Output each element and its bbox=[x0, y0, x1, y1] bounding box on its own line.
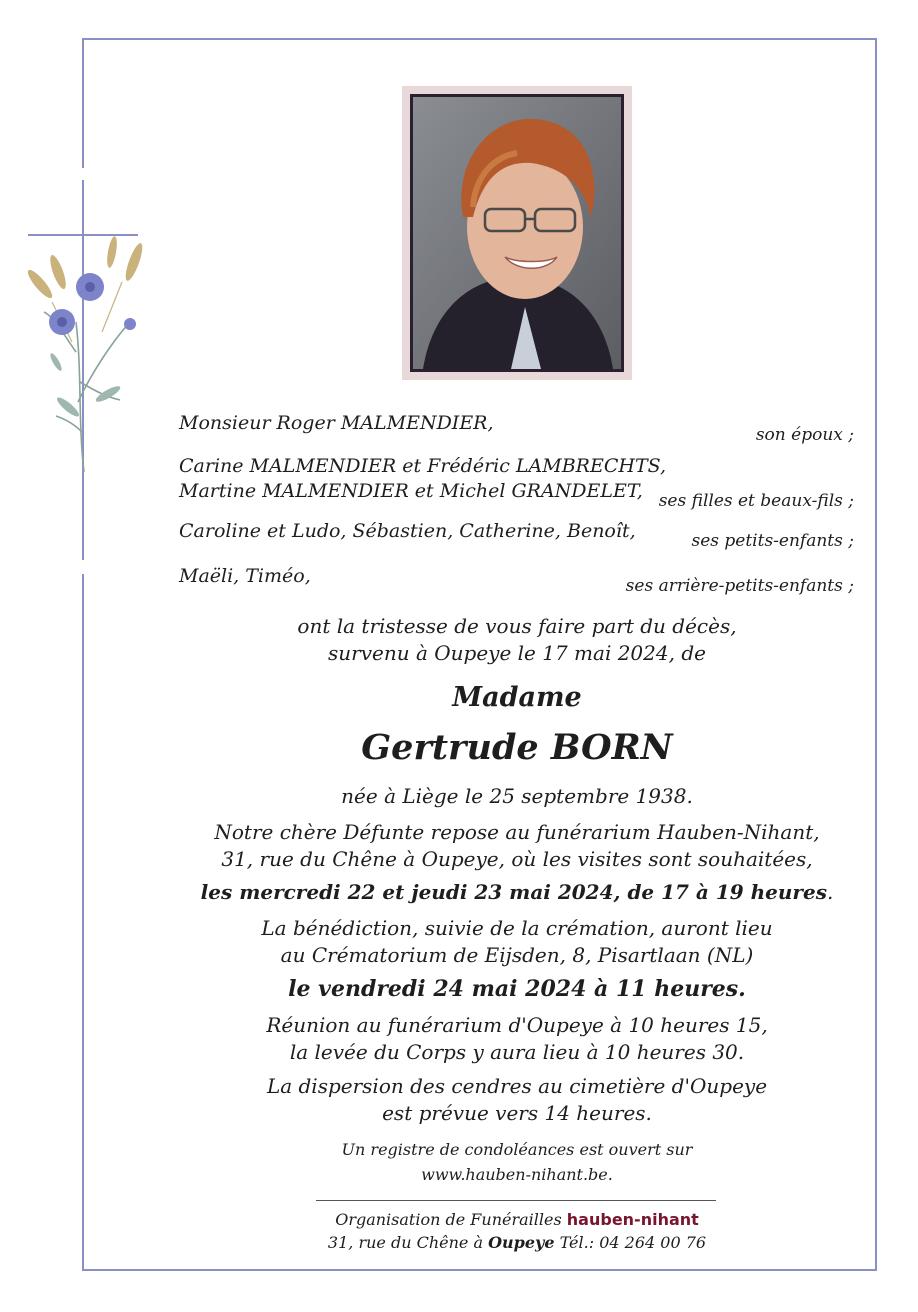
cornflower-wheat-icon bbox=[12, 222, 152, 482]
footer-phone: Tél.: 04 264 00 76 bbox=[559, 1233, 707, 1252]
family-member-line: Martine MALMENDIER et Michel GRANDELET, bbox=[179, 480, 643, 502]
border-gap bbox=[78, 560, 88, 574]
visit-dates-text: les mercredi 22 et jeudi 23 mai 2024, de 17 à 19 heures bbox=[200, 880, 827, 904]
visit-dates bbox=[0, 880, 918, 904]
portrait-image bbox=[413, 97, 621, 369]
ceremony-date: le vendredi 24 mai 2024 à 11 heures. bbox=[288, 976, 746, 1002]
ceremony-line: La bénédiction, suivie de la crémation, auront lieu bbox=[261, 916, 773, 940]
announcement-line: survenu à Oupeye le 17 mai 2024, de bbox=[328, 641, 706, 665]
visit-line: Notre chère Défunte repose au funérarium Hauben-Nihant, bbox=[214, 820, 820, 844]
announcement-line: ont la tristesse de vous faire part du décès, bbox=[297, 614, 737, 638]
family-role: ses arrière-petits-enfants ; bbox=[625, 576, 854, 596]
meeting-line: la levée du Corps y aura lieu à 10 heures 30. bbox=[289, 1040, 745, 1064]
footer-street: 31, rue du Chêne à bbox=[327, 1233, 484, 1252]
footer-divider bbox=[316, 1200, 716, 1201]
footer-org bbox=[0, 1210, 918, 1229]
dispersion-line: est prévue vers 14 heures. bbox=[382, 1101, 652, 1125]
family-member-line: Carine MALMENDIER et Frédéric LAMBRECHTS, bbox=[179, 455, 667, 477]
family-role: ses filles et beaux-fils ; bbox=[658, 491, 854, 511]
portrait-photo bbox=[410, 94, 624, 372]
visit-dates-end: . bbox=[826, 880, 834, 904]
footer-city: Oupeye bbox=[488, 1233, 555, 1252]
footer-org-label: Organisation de Funérailles bbox=[335, 1210, 562, 1229]
meeting-line: Réunion au funérarium d'Oupeye à 10 heures 15, bbox=[266, 1013, 768, 1037]
border-gap bbox=[78, 168, 88, 180]
register-line: Un registre de condoléances est ouvert sur bbox=[341, 1140, 693, 1159]
family-role: son époux ; bbox=[755, 425, 854, 445]
ceremony-line: au Crématorium de Eijsden, 8, Pisartlaan (NL) bbox=[280, 943, 754, 967]
birth-line: née à Liège le 25 septembre 1938. bbox=[341, 784, 693, 808]
register-url: www.hauben-nihant.be. bbox=[421, 1165, 613, 1184]
brand-logo: hauben-nihant bbox=[566, 1210, 699, 1229]
portrait-frame bbox=[402, 86, 632, 380]
dispersion-line: La dispersion des cendres au cimetière d'Oupeye bbox=[266, 1074, 768, 1098]
visit-line: 31, rue du Chêne à Oupeye, où les visites sont souhaitées, bbox=[221, 847, 813, 871]
family-member-line: Maëli, Timéo, bbox=[179, 565, 311, 587]
deceased-name: Gertrude BORN bbox=[361, 727, 673, 768]
family-member-line: Monsieur Roger MALMENDIER, bbox=[179, 412, 494, 434]
deceased-title: Madame bbox=[452, 682, 582, 713]
footer-address bbox=[0, 1233, 918, 1252]
family-role: ses petits-enfants ; bbox=[691, 531, 854, 551]
family-member-line: Caroline et Ludo, Sébastien, Catherine, Benoît, bbox=[179, 520, 636, 542]
